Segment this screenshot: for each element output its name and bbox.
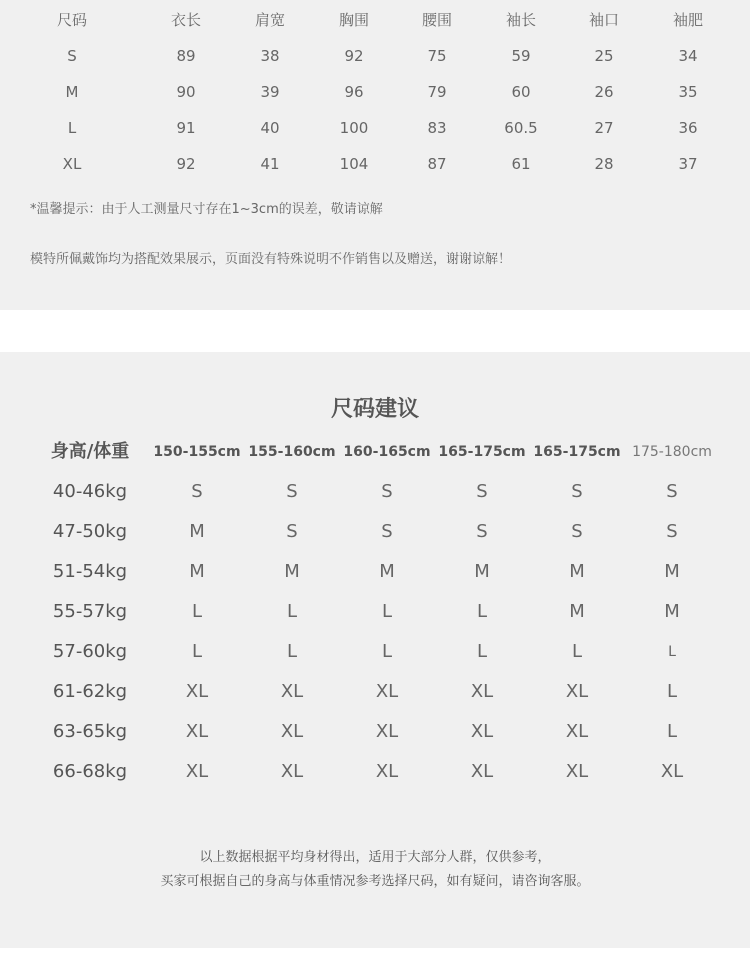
height-range-header: 150-155cm [153,444,241,460]
size-table-cell: 39 [260,83,280,101]
recommendation-row [0,752,750,792]
weight-range-cell: 47-50kg [52,521,128,542]
recommended-size-cell: S [381,481,393,502]
size-table-cell: 35 [678,83,698,101]
recommended-size-cell: M [569,601,585,622]
recommendation-row [0,632,750,672]
recommended-size-cell: XL [470,721,494,742]
size-table-header-cell: 肩宽 [254,11,286,29]
recommended-size-cell: L [191,641,203,662]
size-table-cell: 90 [176,83,196,101]
size-table-cell: 91 [176,119,196,137]
height-range-header: 155-160cm [248,444,336,460]
size-table-cell: 38 [260,47,280,65]
size-table-cell: 37 [678,155,698,173]
size-table-cell: 36 [678,119,698,137]
recommended-size-cell: L [286,641,298,662]
size-table-header-cell: 袖长 [505,11,537,29]
recommendation-row [0,512,750,552]
recommended-size-cell: S [476,521,488,542]
size-table-cell: 100 [339,119,369,137]
recommended-size-cell: L [666,681,678,702]
recommended-size-cell: XL [280,761,304,782]
height-range-header: 175-180cm [632,444,712,460]
weight-range-cell: 61-62kg [52,681,128,702]
recommendation-footnote-line2: 买家可根据自己的身高与体重情况参考选择尺码，如有疑问，请咨询客服。 [160,874,590,889]
recommended-size-cell: S [666,521,678,542]
recommended-size-cell: L [476,601,488,622]
size-table-row [0,110,750,146]
weight-range-cell: 66-68kg [52,761,128,782]
recommended-size-cell: M [379,561,395,582]
recommended-size-cell: XL [375,721,399,742]
size-table-header-cell: 腰围 [421,11,453,29]
recommendation-row [0,712,750,752]
recommended-size-cell: XL [280,721,304,742]
weight-range-cell: 51-54kg [52,561,128,582]
size-table-cell: 75 [427,47,447,65]
size-table-row [0,38,750,74]
size-table-cell: 34 [678,47,698,65]
size-table-cell: 41 [260,155,280,173]
size-table-header [0,2,750,38]
accessory-tip: 模特所佩戴饰均为搭配效果展示，页面没有特殊说明不作销售以及赠送，谢谢谅解！ [30,252,512,267]
recommended-size-cell: XL [375,761,399,782]
weight-range-cell: 57-60kg [52,641,128,662]
size-table-row [0,74,750,110]
size-table-header-cell: 尺码 [56,11,88,29]
recommended-size-cell: L [476,641,488,662]
recommended-size-cell: L [191,601,203,622]
size-table-cell: 40 [260,119,280,137]
measurement-tip: *温馨提示：由于人工测量尺寸存在1~3cm的误差，敬请谅解 [30,202,383,217]
recommended-size-cell: XL [280,681,304,702]
recommended-size-cell: XL [185,721,209,742]
size-table-cell: 28 [594,155,614,173]
recommendation-row [0,472,750,512]
size-table-cell: 25 [594,47,614,65]
recommended-size-cell: S [381,521,393,542]
recommended-size-cell: S [286,521,298,542]
recommended-size-cell: XL [660,761,684,782]
size-table-cell: 92 [344,47,364,65]
recommended-size-cell: M [474,561,490,582]
recommended-size-cell: M [664,561,680,582]
recommendation-footnote-line1: 以上数据根据平均身材得出，适用于大部分人群，仅供参考， [199,850,551,865]
recommended-size-cell: M [664,601,680,622]
recommended-size-cell: XL [565,721,589,742]
recommended-size-cell: S [571,521,583,542]
size-table-cell: 79 [427,83,447,101]
size-table-header-cell: 袖口 [588,11,620,29]
weight-range-cell: 55-57kg [52,601,128,622]
recommended-size-cell: L [666,721,678,742]
recommended-size-cell: XL [375,681,399,702]
recommended-size-cell: M [189,521,205,542]
height-range-header: 160-165cm [343,444,431,460]
recommended-size-cell: L [286,601,298,622]
height-range-header: 165-175cm [438,444,526,460]
recommended-size-cell: L [571,641,583,662]
recommended-size-cell: L [381,601,393,622]
height-range-header: 165-175cm [533,444,621,460]
recommendation-row [0,672,750,712]
recommended-size-cell: S [666,481,678,502]
recommendation-row [0,592,750,632]
size-table-cell: 89 [176,47,196,65]
weight-range-cell: 40-46kg [52,481,128,502]
size-table-cell: 83 [427,119,447,137]
recommended-size-cell: L [668,644,676,660]
recommended-size-cell: XL [185,761,209,782]
recommended-size-cell: M [569,561,585,582]
recommended-size-cell: XL [470,681,494,702]
size-table-cell: S [67,47,77,65]
size-table-cell: 61 [511,155,531,173]
size-table-cell: 87 [427,155,447,173]
recommended-size-cell: L [381,641,393,662]
size-table-cell: 104 [339,155,369,173]
recommended-size-cell: S [286,481,298,502]
size-table-cell: 92 [176,155,196,173]
recommended-size-cell: XL [470,761,494,782]
size-table-cell: L [67,119,77,137]
recommended-size-cell: XL [185,681,209,702]
size-table-cell: 60 [511,83,531,101]
size-table-cell: 96 [344,83,364,101]
size-table-header-cell: 衣长 [170,11,202,29]
weight-range-cell: 63-65kg [52,721,128,742]
recommended-size-cell: S [571,481,583,502]
size-table-cell: 27 [594,119,614,137]
size-table-header-cell: 袖肥 [672,11,704,29]
recommended-size-cell: S [476,481,488,502]
recommended-size-cell: XL [565,681,589,702]
size-table-cell: 60.5 [504,119,538,137]
size-table-cell: 26 [594,83,614,101]
size-table-header-cell: 胸围 [338,11,370,29]
height-weight-label: 身高/体重 [50,441,130,462]
recommended-size-cell: M [284,561,300,582]
recommendation-row [0,552,750,592]
size-table-cell: M [65,83,79,101]
size-table-cell: XL [62,155,82,173]
recommended-size-cell: M [189,561,205,582]
recommendation-header-row [0,432,750,472]
recommended-size-cell: XL [565,761,589,782]
recommendation-title: 尺码建议 [330,397,419,422]
size-table-cell: 59 [511,47,531,65]
recommended-size-cell: S [191,481,203,502]
size-table-row [0,146,750,182]
